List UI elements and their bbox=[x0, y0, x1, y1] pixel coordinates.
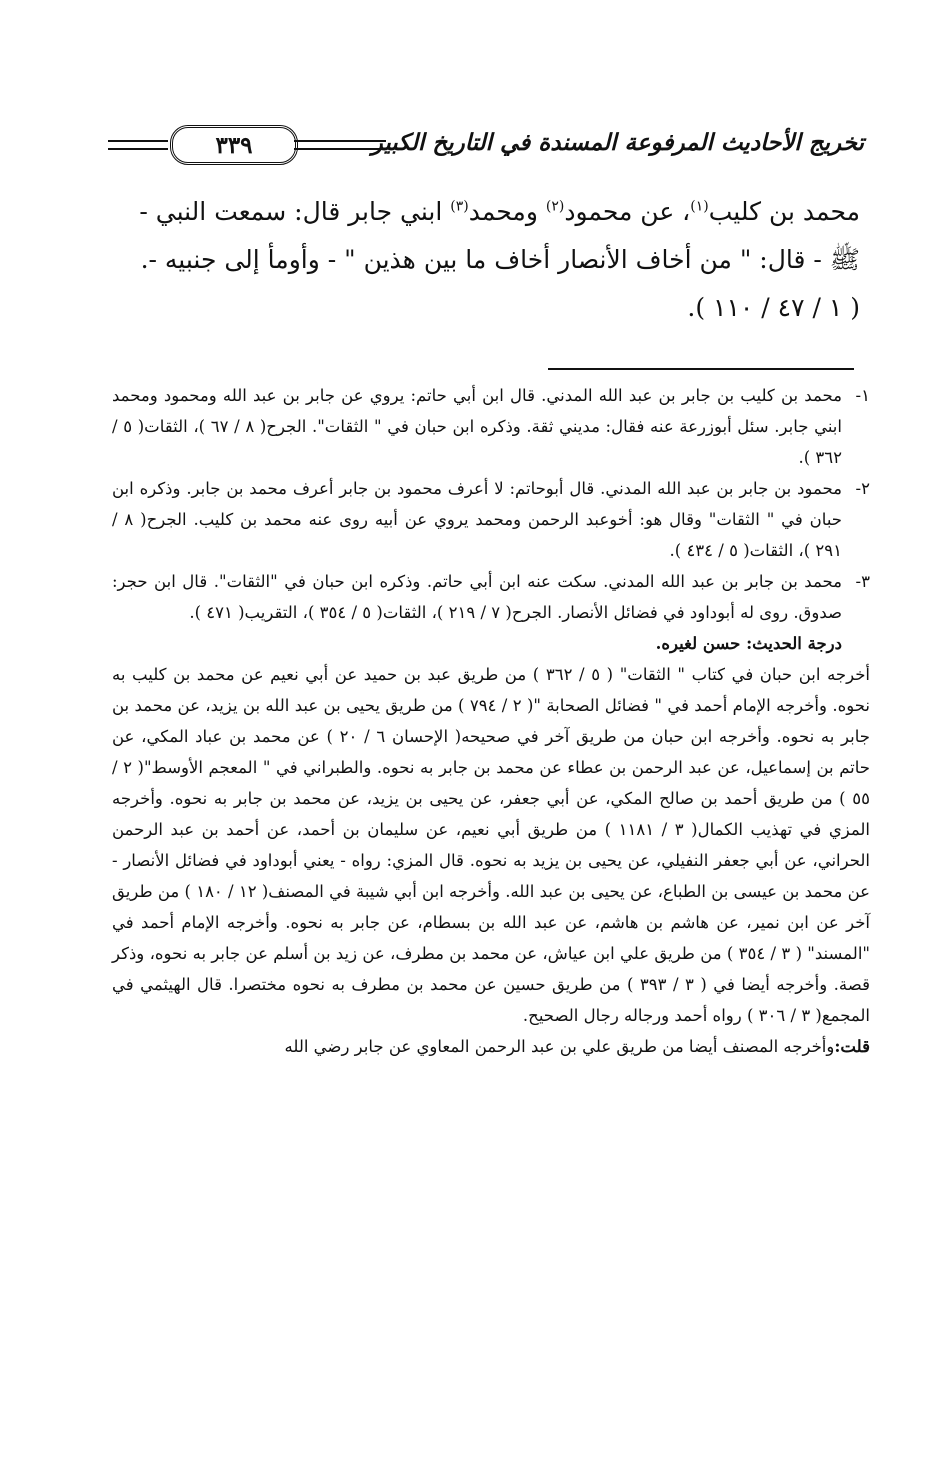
footnotes bbox=[112, 380, 870, 1062]
hadith-text bbox=[118, 188, 860, 332]
narrator-1: محمد بن كليب bbox=[708, 197, 860, 226]
hadith-line-2: ﷺ - قال: " من أخاف الأنصار أخاف ما بين هذين " - وأومأ إلى جنبيه -. bbox=[140, 245, 860, 274]
narrator-3: ومحمد bbox=[468, 197, 546, 226]
footnote-text: محمود بن جابر بن عبد الله المدني. قال أبوحاتم: لا أعرف محمود بن جابر أعرف محمد بن جابر. وذكره ابن حبان في " الثقات" وقال هو: أخوعبد الرحمن ومحمد يروي عن أبيه روى عنه محمد بن كليب. الجرح( ٨ / ٢٩١ )، الثقات( ٥ / ٤٣٤ ). bbox=[112, 479, 842, 560]
page-header bbox=[108, 125, 864, 169]
running-title: تخريج الأحاديث المرفوعة المسندة في التاريخ الكبير bbox=[371, 129, 864, 156]
footnote bbox=[112, 380, 870, 473]
footnote-text: محمد بن كليب بن جابر بن عبد الله المدني. قال ابن أبي حاتم: يروي عن جابر بن عبد الله ومحمود ومحمد ابني جابر. سئل أبوزرعة عنه فقال: مديني ثقة. وذكره ابن حبان في " الثقات". الجرح( ٨ / ٦٧ )، الثقات( ٥ / ٣٦٢ ). bbox=[112, 386, 842, 467]
hadith-line-1-end: ابني جابر قال: سمعت النبي - bbox=[139, 197, 451, 226]
footnote-divider bbox=[548, 368, 854, 370]
hadith-line-1 bbox=[118, 188, 860, 236]
footnote bbox=[112, 566, 870, 628]
final-note-label: قلت: bbox=[834, 1037, 870, 1056]
footnote-number: ٢- bbox=[855, 479, 870, 498]
footnote-text: محمد بن جابر بن عبد الله المدني. سكت عنه ابن أبي حاتم. وذكره ابن حبان في "الثقات". قال ابن حجر: صدوق. روى له أبوداود في فضائل الأنصار. الجرح( ٧ / ٢١٩ )، الثقات( ٥ / ٣٥٤ )، التقريب( ٤٧١ ). bbox=[112, 572, 842, 622]
header-rule-left bbox=[108, 140, 168, 150]
page-number: ٣٣٩ bbox=[170, 125, 298, 165]
footnote-ref-1: (١) bbox=[690, 198, 709, 215]
narrator-2: ، عن محمود bbox=[564, 197, 691, 226]
footnote-ref-2: (٢) bbox=[545, 198, 565, 215]
footnote-ref-3: (٣) bbox=[450, 198, 469, 215]
footnote-number: ٣- bbox=[855, 572, 870, 591]
takhrij-text: أخرجه ابن حبان في كتاب " الثقات" ( ٥ / ٣٦٢ ) من طريق عبد بن حميد عن أبي نعيم عن محمد بن كليب به نحوه. وأخرجه الإمام أحمد في " فضائل الصحابة "( ٢ / ٧٩٤ ) من طريق يحيى بن عبد الله بن يزيد، عن محمد بن جابر به نحوه. وأخرجه ابن حبان من طريق آخر في صحيحه( الإحسان ٦ / ٢٠ ) عن محمد بن عباد المكي، عن حاتم بن إسماعيل، عن عبد الرحمن بن عطاء عن محمد بن جابر به نحوه. والطبراني في " المعجم الأوسط"( ٢ / ٥٥ ) من طريق أحمد بن صالح المكي، عن أبي جعفر، عن يحيى بن يزيد، عن محمد بن جابر به نحوه. وأخرجه المزي في تهذيب الكمال( ٣ / ١١٨١ ) من طريق أبي نعيم، عن سليمان بن أحمد، عن أحمد بن عبد الرحمن الحراني، عن أبي جعفر النفيلي، عن يحيى بن يزيد به نحوه. قال المزي: رواه - يعني أبوداود في فضائل الأنصار - عن محمد بن عيسى بن الطباع، عن يحيى بن عبد الله. وأخرجه ابن أبي شيبة في المصنف( ١٢ / ١٨٠ ) من طريق آخر عن ابن نمير، عن هاشم بن هاشم، عن عبد الله بن بسطام، عن جابر به نحوه. وأخرجه الإمام أحمد في "المسند" ( ٣ / ٣٥٤ ) من طريق علي ابن عياش، عن محمد بن مطرف، عن زيد بن أسلم عن جابر به نحوه، وذكر قصة. وأخرجه أيضا في ( ٣ / ٣٩٣ ) من طريق حسين عن محمد بن مطرف به نحوه مختصرا. قال الهيثمي في المجمع( ٣ / ٣٠٦ ) رواه أحمد ورجاله رجال الصحيح. bbox=[112, 665, 870, 1025]
footnote bbox=[112, 473, 870, 566]
final-note bbox=[112, 1031, 870, 1062]
final-note-text: وأخرجه المصنف أيضا من طريق علي بن عبد الرحمن المعاوي عن جابر رضي الله bbox=[284, 1037, 835, 1056]
hadith-grade: درجة الحديث: حسن لغيره. bbox=[655, 634, 842, 653]
hadith-reference: ( ١ / ٤٧ / ١١٠ ). bbox=[687, 293, 860, 322]
footnote-number: ١- bbox=[855, 386, 870, 405]
